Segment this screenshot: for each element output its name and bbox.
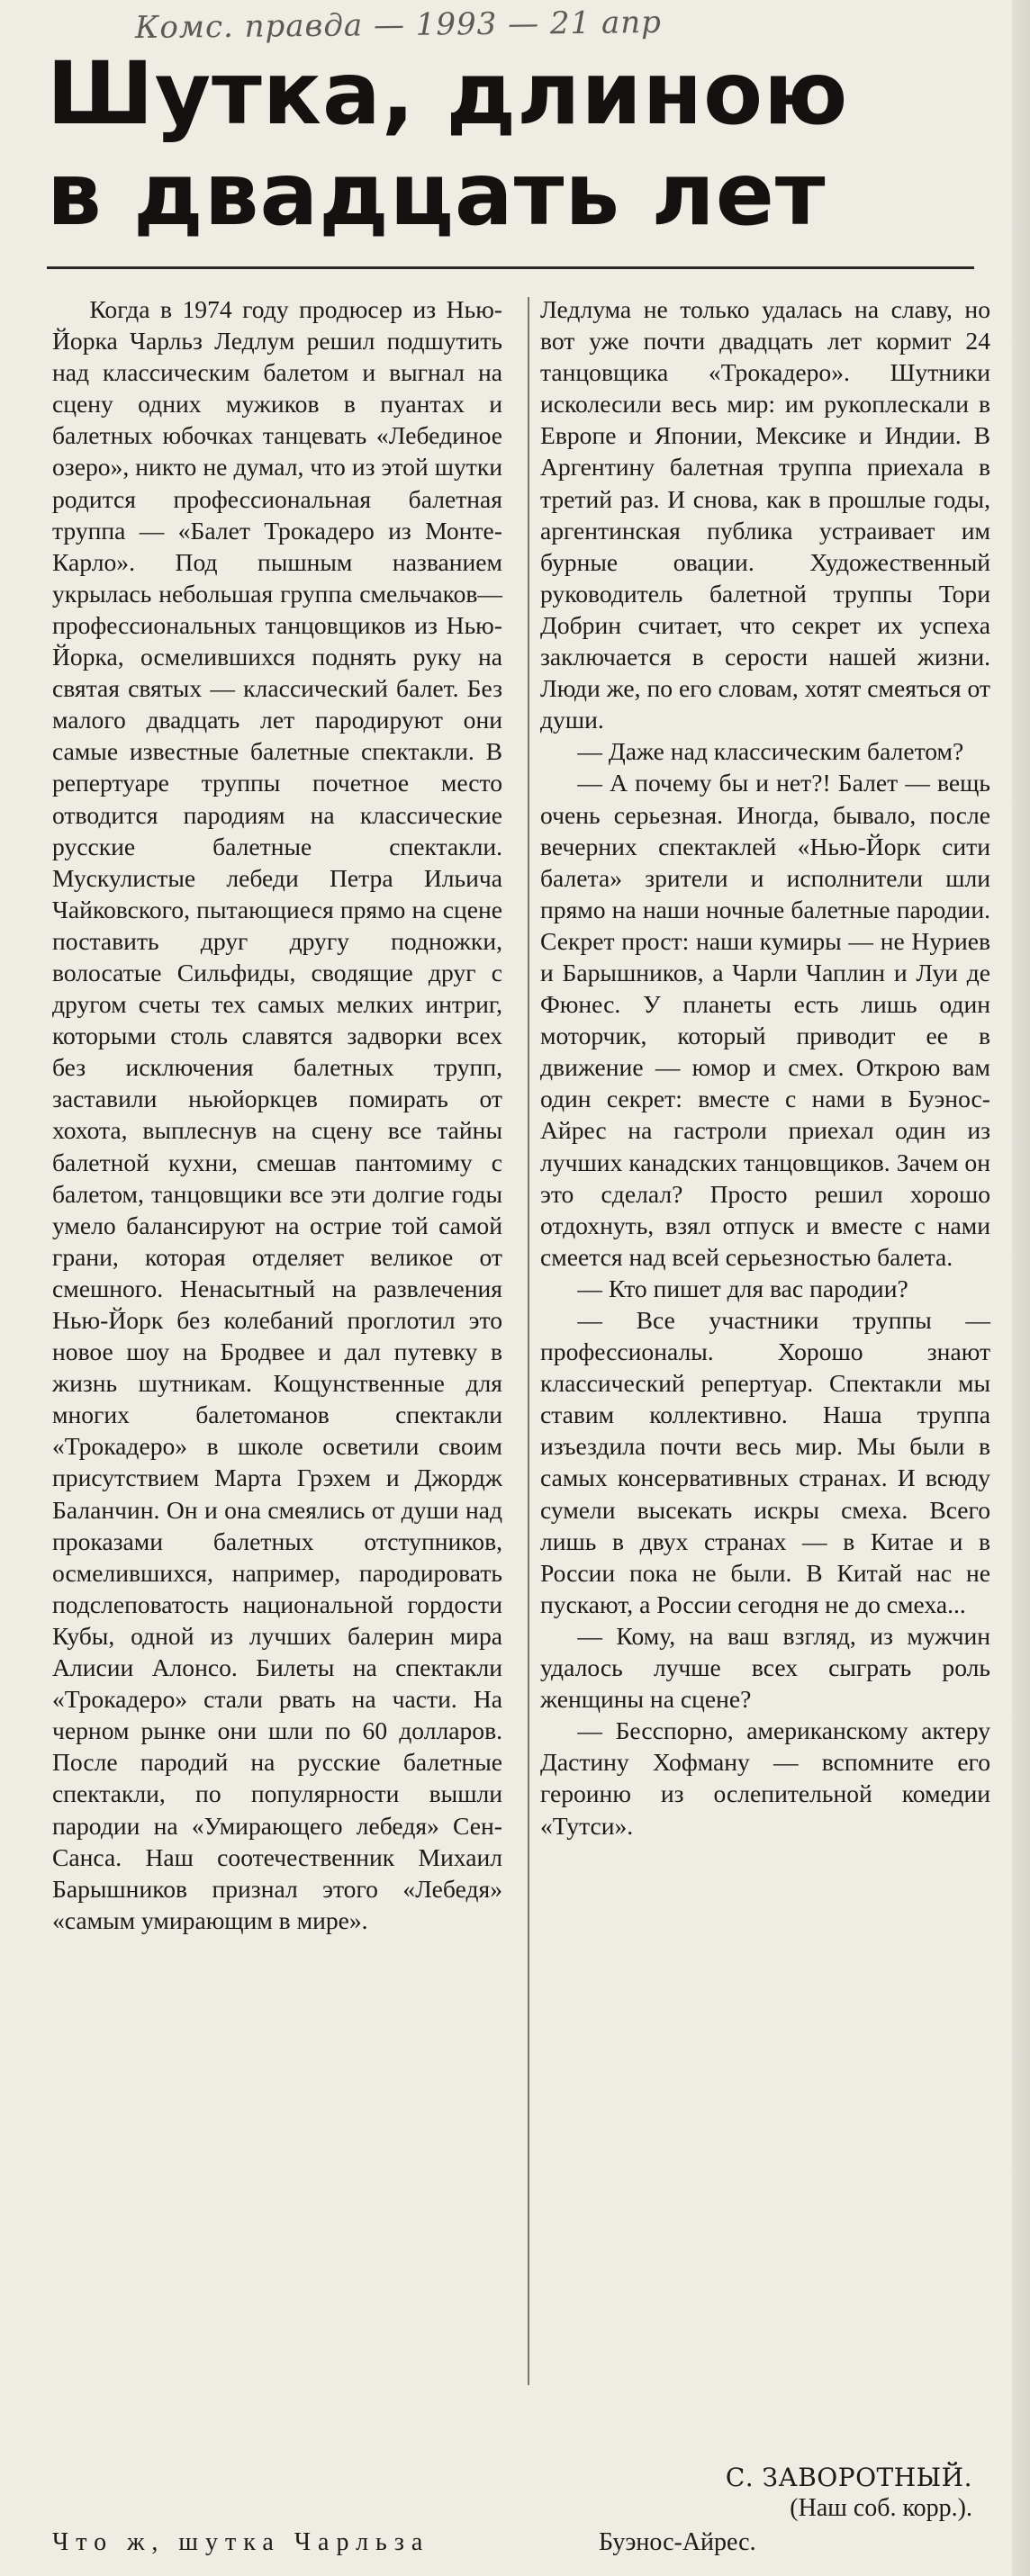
dialogue-paragraph: — Все участники труппы — профессионалы. Хорошо знают классический репертуар. Спектакли мы ставим коллективно. Наша труппа изъездила почти весь мир. Мы были в самых консервативных странах. И всюду сумели высекать искры смеха. Всего лишь в двух странах — в Китае и в России пока не были. В Китай нас не пускают, а России сегодня не до смеха... bbox=[540, 1306, 990, 1618]
footer-continuation: Что ж, шутка Чарльза bbox=[52, 2528, 430, 2556]
headline-rule bbox=[47, 266, 974, 269]
dateline: Буэнос-Айрес. bbox=[599, 2528, 756, 2556]
paragraph: Когда в 1974 году продюсер из Нью-Йорка Чарльз Ледлум решил подшутить над классическим балетом и выгнал на сцену одних мужиков в пуантах и балетных юбочках танцевать «Лебединое озеро», никто не думал, что из этой шутки родится профессиональная балетная труппа — «Балет Трокадеро из Монте-Карло». Под пышным названием укрылась небольшая группа смельчаков—профессиональных танцовщиков из Нью-Йорка, осмелившихся поднять руку на святая святых — классический балет. Без малого двадцать лет пародируют они самые известные балетные спектакли. В репертуаре труппы почетное место отводится пародиям на классические русские балетные спектакли. Мускулистые лебеди Петра Ильича Чайковского, пытающиеся прямо на сцене поставить друг другу подножки, волосатые Сильфиды, сводящие друг с другом счеты тех самых мелких интриг, которыми столь славятся задворки всех без исключения балетных трупп, заставили ньюйоркцев помирать от хохота, выплеснув на сцену все тайны балетной кухни, смешав пантомиму с балетом, танцовщики все эти долгие годы умело балансируют на острие той самой грани, которая отделяет великое от смешного. Ненасытный на развлечения Нью-Йорк без колебаний проглотил это новое шоу на Бродвее и дал путевку в жизнь шутникам. Кощунственные для многих балетоманов спектакли «Трокадеро» в школе осветили своим присутствием Марта Грэхем и Джордж Баланчин. Он и она смеялись от души над проказами балетных отступников, осмелившихся, например, пародировать подслеповатость национальной гордости Кубы, одной из лучших балерин мира Алисии Алонсо. Билеты на спектакли «Трокадеро» стали рвать на части. На черном рынке они шли по 60 долларов. После пародий на русские балетные спектакли, по популярности вышли пародии на «Умирающего лебедя» Сен-Санса. Наш соотечественник Михаил Барышников признал этого «Лебедя» «самым умирающим в мире». bbox=[52, 295, 502, 1934]
author-name: С. ЗАВОРОТНЫЙ. bbox=[725, 2463, 972, 2492]
article-column-left bbox=[52, 293, 502, 1936]
page-edge bbox=[1012, 0, 1030, 2576]
dialogue-paragraph: — Даже над классическим балетом? bbox=[577, 737, 964, 766]
column-divider bbox=[528, 297, 529, 2385]
byline bbox=[648, 2463, 972, 2524]
handwritten-note: Комс. правда — 1993 — 21 апр bbox=[134, 4, 663, 47]
dialogue-paragraph: — А почему бы и нет?! Балет — вещь очень серьезная. Иногда, бывало, после вечерних спектаклей «Нью-Йорк сити балета» зрители и исполнители шли прямо на наши ночные балетные пародии. Секрет прост: наши кумиры — не Нуриев и Барышников, а Чарли Чаплин и Луи де Фюнес. У планеты есть лишь один моторчик, который приводит ее в движение — юмор и смех. Открою вам один секрет: вместе с нами в Буэнос-Айрес на гастроли приехал один из лучших канадских танцовщиков. Зачем он это сделал? Просто решил хорошо отдохнуть, взял отпуск и вместе с нами смеется над всей серьезностью балета. bbox=[540, 769, 990, 1271]
article-column-right bbox=[540, 293, 990, 1842]
dialogue-paragraph: — Кому, на ваш взгляд, из мужчин удалось лучше всех сыграть роль женщины на сцене? bbox=[540, 1621, 990, 1714]
dialogue-paragraph: — Бесспорно, американскому актеру Дастину Хофману — вспомните его героиню из ослепительной комедии «Тутси». bbox=[540, 1716, 990, 1840]
footer-line bbox=[52, 2527, 953, 2558]
author-role: (Наш соб. корр.). bbox=[790, 2494, 972, 2522]
headline: Шутка, длиною в двадцать лет bbox=[47, 43, 849, 245]
paragraph: Ледлума не только удалась на славу, но вот уже почти двадцать лет кормит 24 танцовщика «Трокадеро». Шутники исколесили весь мир: им рукоплескали в Европе и Японии, Мексике и Индии. В Аргентину балетная труппа приехала в третий раз. И снова, как в прошлые годы, аргентинская публика устраивает им бурные овации. Художественный руководитель балетной труппы Тори Добрин считает, что секрет их успеха заключается в серости нашей жизни. Люди же, по его словам, хотят смеяться от души. bbox=[540, 295, 990, 734]
dialogue-paragraph: — Кто пишет для вас пародии? bbox=[577, 1274, 908, 1302]
